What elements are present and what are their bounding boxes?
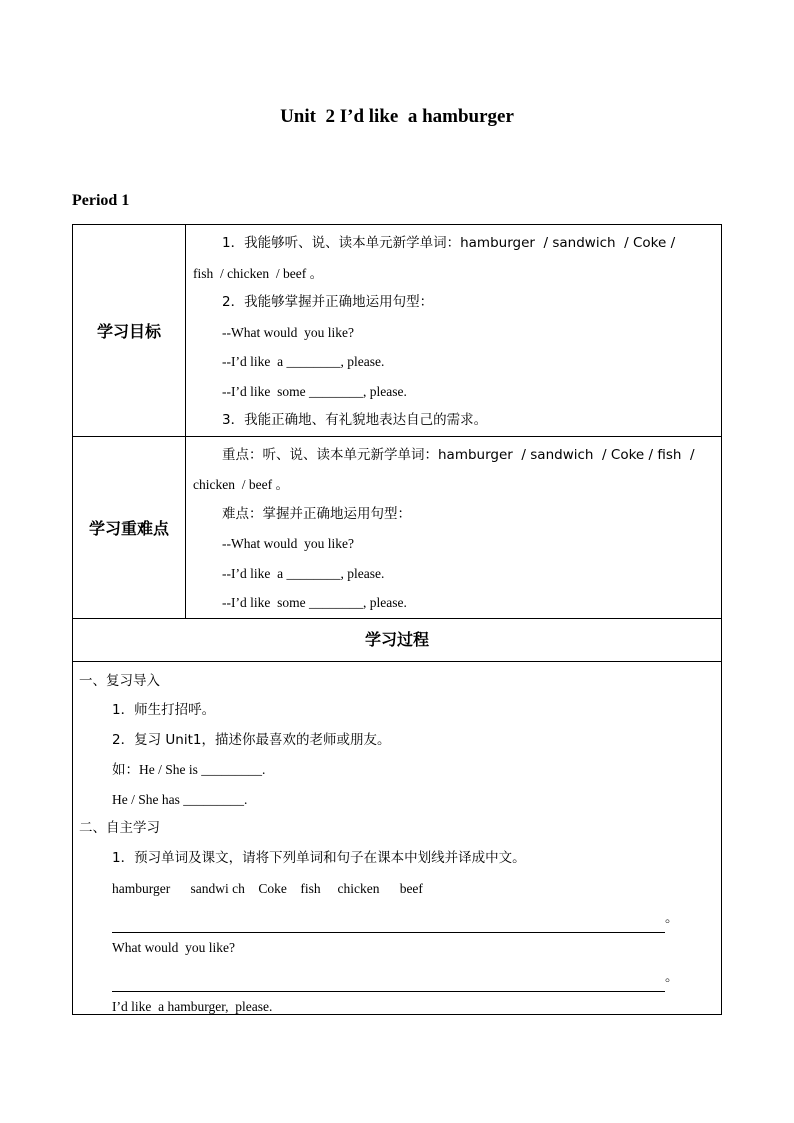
key-points-line: --I’d like some ________, please. <box>222 595 407 610</box>
goals-line: 3．我能正确地、有礼貌地表达自己的需求。 <box>222 412 488 428</box>
key-points-row <box>73 436 722 618</box>
key-points-line: --I’d like a ________, please. <box>222 565 385 581</box>
key-points-line: --What would you like? <box>222 536 354 551</box>
process-line: 1．预习单词及课文，请将下列单词和句子在课本中划线并译成中文。 <box>112 850 526 867</box>
lesson-plan-table <box>72 224 722 1015</box>
goals-line: --I’d like a ________, please. <box>222 354 385 369</box>
process-heading-row <box>73 618 722 661</box>
goals-label: 学习目标 <box>73 225 186 437</box>
process-line: I’d like a hamburger, please. <box>112 999 273 1014</box>
goals-row <box>73 225 722 437</box>
goals-line: --I’d like some ________, please. <box>222 383 407 399</box>
full-stop: 。 <box>665 910 679 926</box>
period-heading: Period 1 <box>72 192 130 209</box>
process-line: 1．师生打招呼。 <box>112 702 216 719</box>
process-line: 2．复习 Unit1，描述你最喜欢的老师或朋友。 <box>112 731 391 748</box>
key-points-label: 学习重难点 <box>73 436 186 618</box>
goals-line: 2．我能够掌握并正确地运用句型： <box>222 294 434 310</box>
process-line: He / She has _________. <box>112 791 248 807</box>
key-points-line: 重点：听、说、读本单元新学单词：hamburger / sandwich / Coke / fish / <box>222 446 695 463</box>
key-points-line: 难点：掌握并正确地运用句型： <box>222 505 411 522</box>
page-title: Unit 2 I’d like a hamburger <box>280 106 514 127</box>
translation-blank-row <box>79 962 715 992</box>
process-heading-cell <box>73 618 722 661</box>
goals-line: 1．我能够听、说、读本单元新学单词：hamburger / sandwich / Coke / <box>222 235 676 251</box>
section-heading: 一、复习导入 <box>79 672 160 689</box>
process-line: 如：He / She is _________. <box>112 762 266 778</box>
section-heading: 二、自主学习 <box>79 820 160 837</box>
full-stop: 。 <box>665 969 679 985</box>
key-points-content <box>186 436 722 618</box>
goals-content <box>186 225 722 437</box>
answer-line <box>112 912 665 933</box>
answer-line <box>112 971 665 992</box>
process-heading: 学习过程 <box>364 629 429 649</box>
goals-line: fish / chicken / beef 。 <box>193 265 324 281</box>
process-line: What would you like? <box>112 939 235 955</box>
translation-blank-row <box>79 903 715 933</box>
process-content-row <box>73 661 722 1014</box>
key-points-line: chicken / beef 。 <box>193 477 289 492</box>
goals-line: --What would you like? <box>222 324 354 340</box>
vocabulary-words: hamburger sandwi ch Coke fish chicken beef <box>112 880 423 896</box>
process-content-cell <box>73 661 722 1014</box>
